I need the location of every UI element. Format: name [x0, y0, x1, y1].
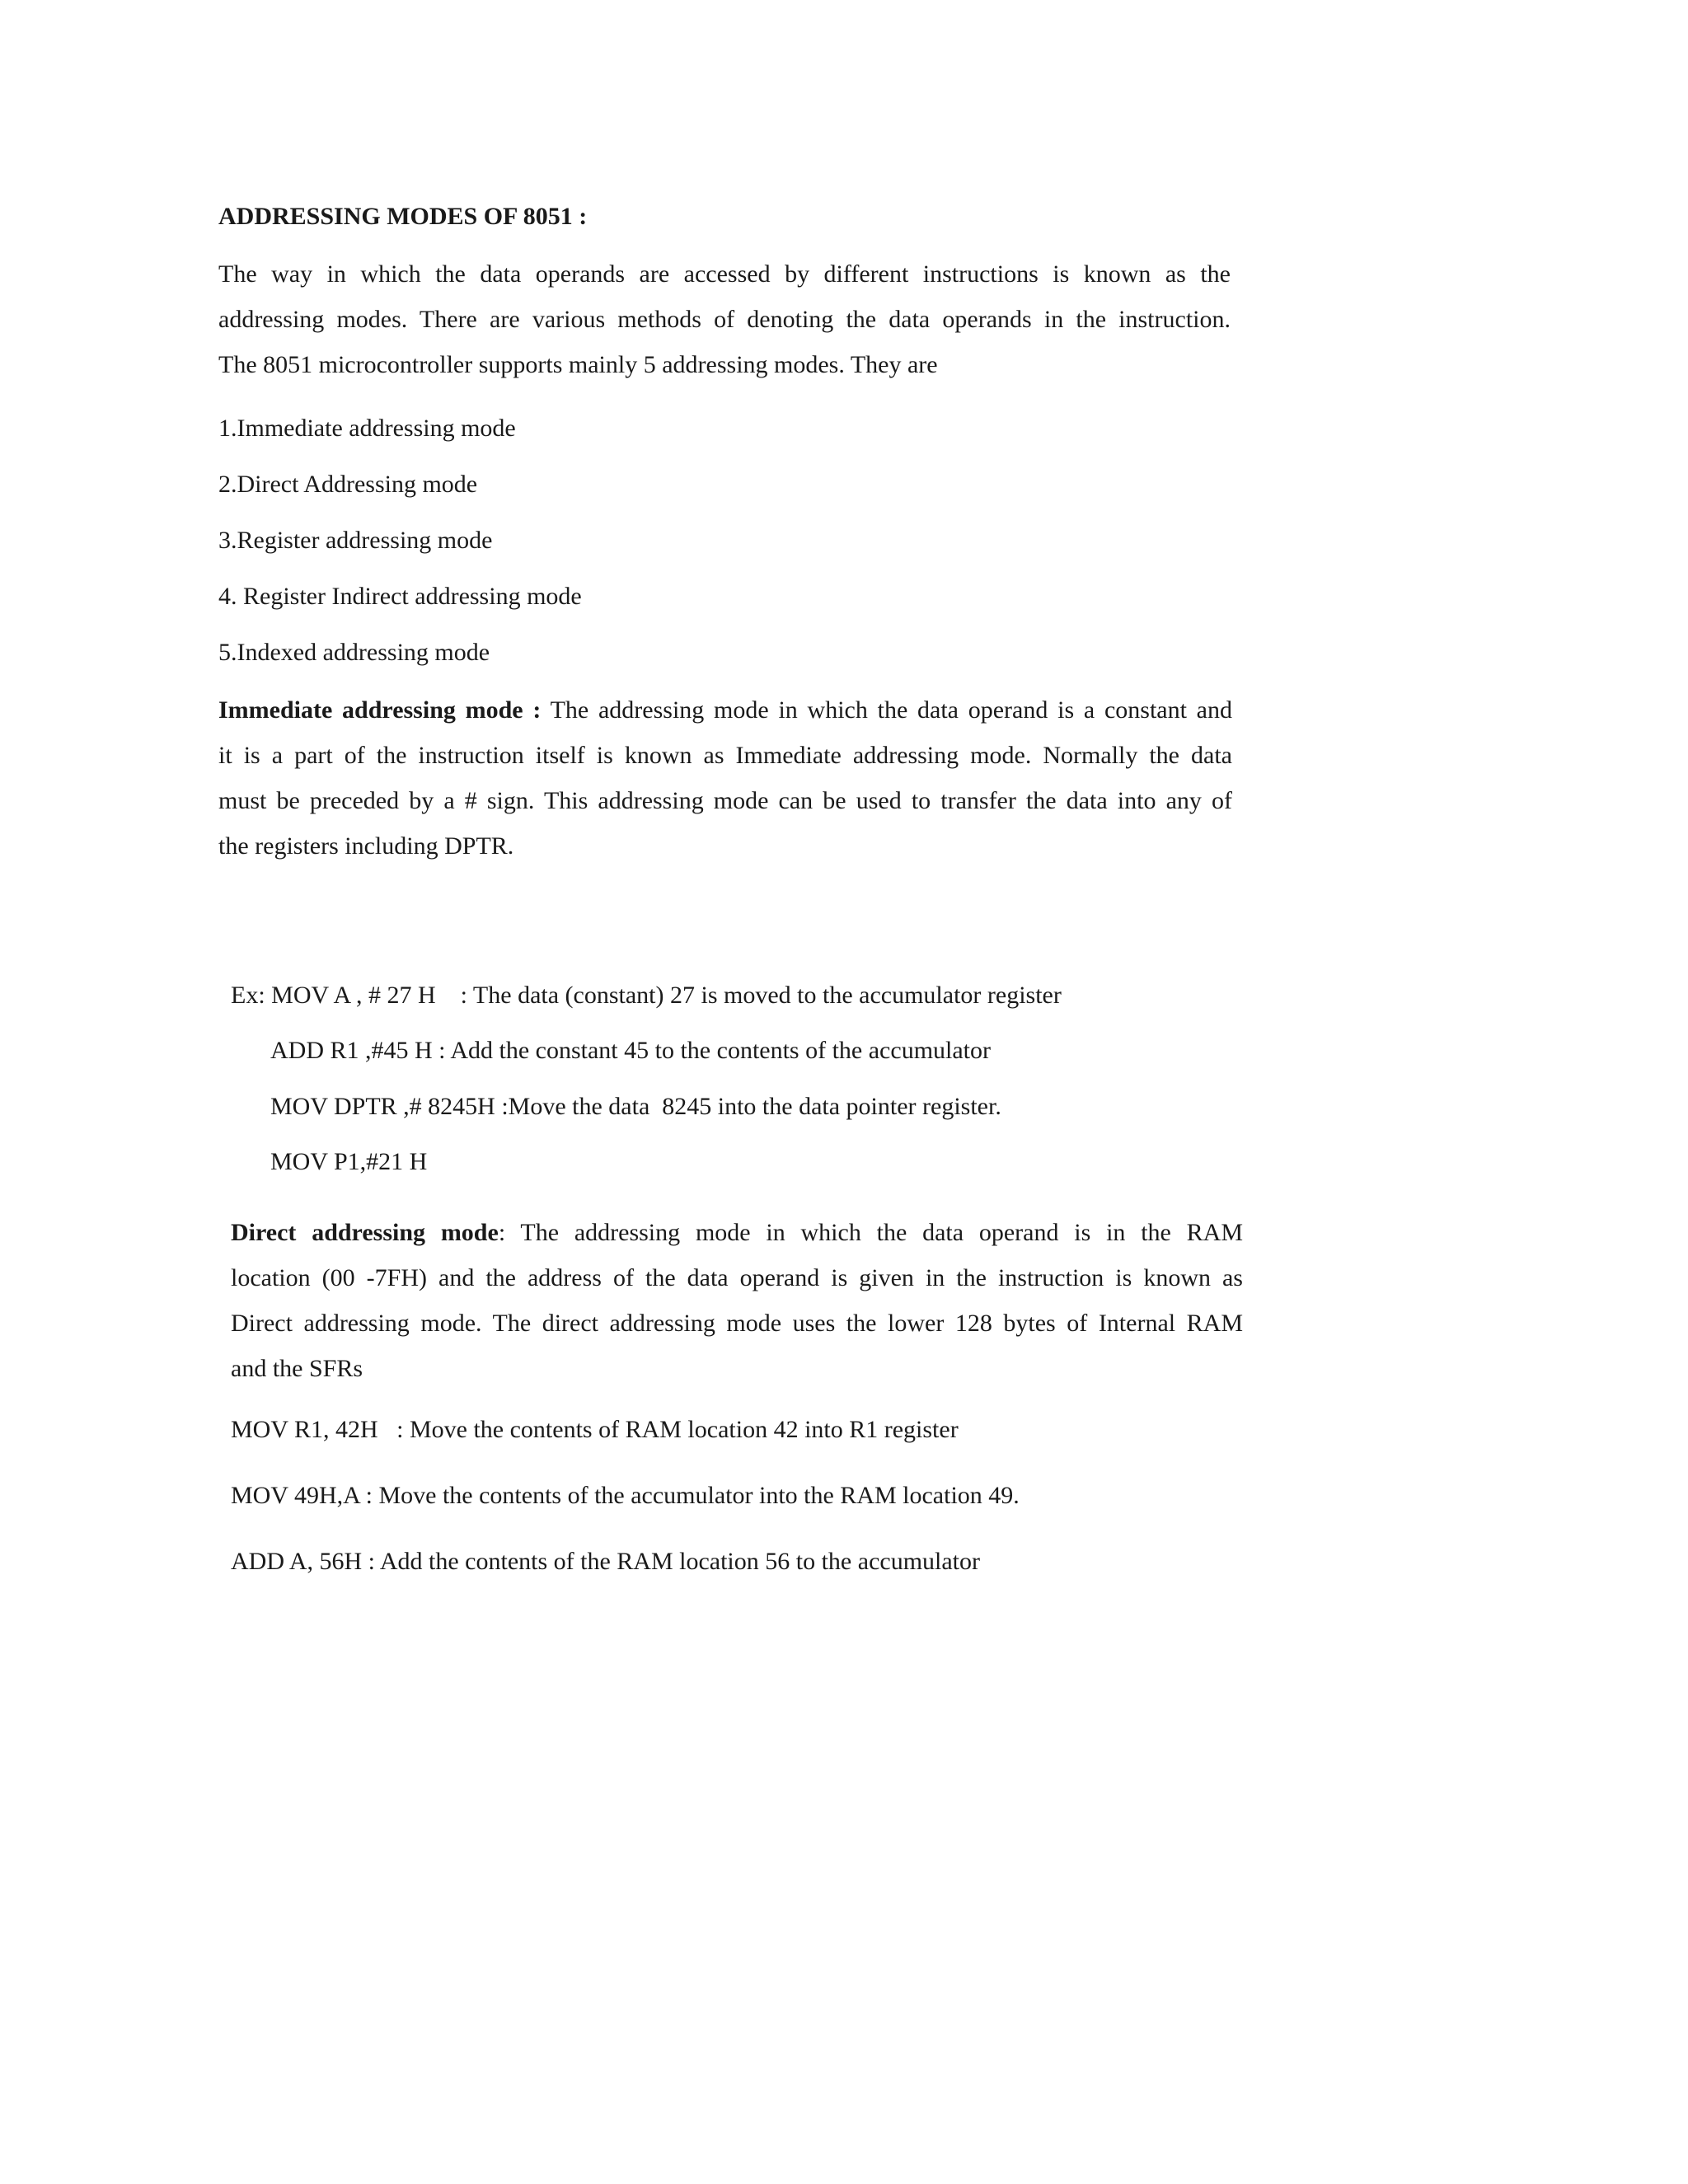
direct-mode-text: : The addressing mode in which the data operand is in the RAM [498, 1219, 1243, 1246]
intro-paragraph [218, 251, 1231, 387]
list-item: 5.Indexed addressing mode [218, 639, 490, 666]
example-line: MOV P1,#21 H [270, 1148, 428, 1175]
intro-line: The way in which the data operands are accessed by different instructions is known as the [218, 260, 1231, 288]
list-item: 1.Immediate addressing mode [218, 415, 516, 442]
section-heading: ADDRESSING MODES OF 8051 : [218, 203, 588, 230]
example-line: MOV 49H,A : Move the contents of the accumulator into the RAM location 49. [231, 1482, 1020, 1509]
paragraph-line: it is a part of the instruction itself is known as Immediate addressing mode. Normally the data [218, 742, 1232, 769]
immediate-mode-paragraph [218, 687, 1232, 869]
direct-mode-paragraph [231, 1210, 1243, 1391]
example-line: Ex: MOV A , # 27 H : The data (constant) 27 is moved to the accumulator register [231, 982, 1062, 1009]
immediate-mode-title: Immediate addressing mode : [218, 696, 542, 724]
example-line: ADD R1 ,#45 H : Add the constant 45 to the contents of the accumulator [270, 1037, 991, 1064]
example-line: ADD A, 56H : Add the contents of the RAM location 56 to the accumulator [231, 1548, 981, 1575]
paragraph-line [231, 1210, 1243, 1255]
intro-line: addressing modes. There are various methods of denoting the data operands in the instruction. [218, 306, 1231, 333]
paragraph-line: the registers including DPTR. [218, 832, 514, 860]
paragraph-line: location (00 -7FH) and the address of the data operand is given in the instruction is known as [231, 1264, 1243, 1291]
example-line: MOV R1, 42H : Move the contents of RAM location 42 into R1 register [231, 1416, 959, 1443]
list-item: 2.Direct Addressing mode [218, 471, 478, 498]
intro-line: The 8051 microcontroller supports mainly 5 addressing modes. They are [218, 351, 938, 378]
list-item: 3.Register addressing mode [218, 527, 493, 554]
paragraph-line: must be preceded by a # sign. This addressing mode can be used to transfer the data into any of [218, 787, 1232, 814]
direct-mode-title: Direct addressing mode [231, 1219, 499, 1246]
paragraph-line: Direct addressing mode. The direct addressing mode uses the lower 128 bytes of Internal RAM [231, 1310, 1243, 1337]
immediate-mode-text: The addressing mode in which the data operand is a constant and [541, 696, 1232, 724]
paragraph-line: and the SFRs [231, 1355, 363, 1382]
list-item: 4. Register Indirect addressing mode [218, 583, 582, 610]
paragraph-line [218, 687, 1232, 733]
example-line: MOV DPTR ,# 8245H :Move the data 8245 into the data pointer register. [270, 1093, 1001, 1120]
addressing-modes-list [218, 408, 582, 688]
